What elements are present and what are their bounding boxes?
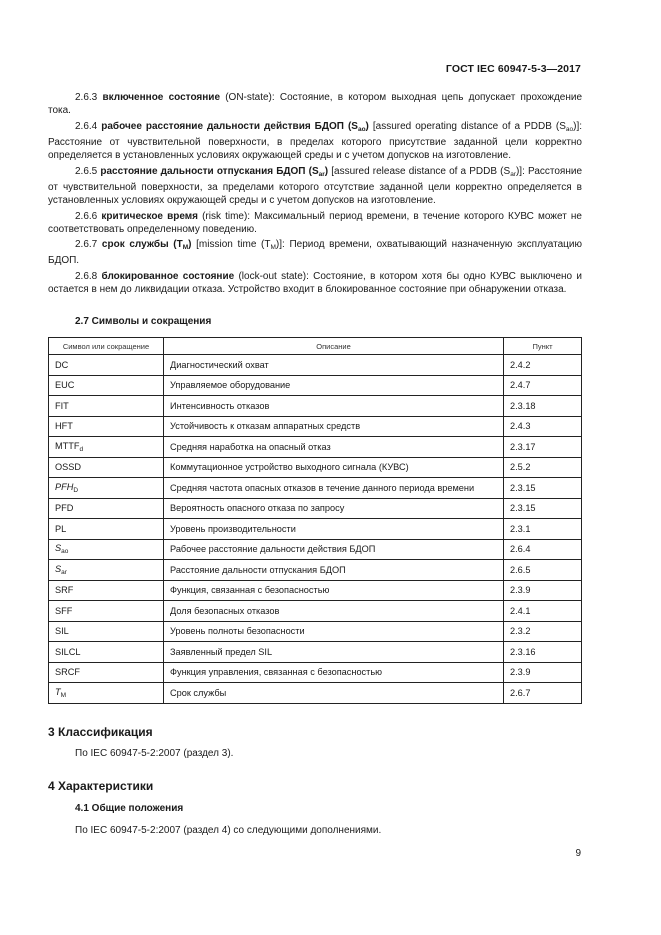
para-number: 2.6.7 (75, 239, 98, 251)
paragraph-2-6-4: 2.6.4 рабочее расстояние дальности действия БДОП $(S_{ao})$ [assured operating distance of a PDDB $(S_{ao})$]: Расстояние от чувствительной поверхности, в пределах которого присутствие заданной цели корректно определяется в установленных условиях окружающей среды и с учетом допусков на изготовление. (48, 120, 582, 161)
symbol-cell: $PFH_D$ (49, 478, 164, 499)
table-row (49, 519, 582, 540)
table-row (49, 662, 582, 683)
term-english: [assured release distance of a PDDB (S (328, 165, 511, 177)
term-english: [assured operating distance of a PDDB (S (368, 120, 566, 132)
definition: )]: Расстояние от чувствительной поверхности, в пределах которого присутствие заданной цели корректно определяется в установленных условиях окружающей среды и с учетом допусков на изготовление. (48, 120, 582, 161)
para-number: 2.6.8 (75, 271, 98, 283)
clause-cell: 2.3.9 (504, 662, 582, 683)
symbol-cell: SRF (49, 580, 164, 601)
description-cell: Функция, связанная с безопасностью (164, 580, 504, 601)
clause-cell: 2.3.16 (504, 642, 582, 663)
symbol-cell: SFF (49, 601, 164, 622)
term-english: [mission time (T (191, 239, 271, 251)
table-row (49, 437, 582, 458)
symbol-cell: SIL (49, 621, 164, 642)
description-cell: Средняя частота опасных отказов в течение данного периода времени (164, 478, 504, 499)
definition: (lock-out state): Состояние, в котором хотя бы одно КУВС выключено и остается в нем до ликвидации отказа. Устройство входит в блокированное состояние при обнаружении отказа. (48, 271, 582, 296)
paragraph-2-6-8 (48, 270, 582, 296)
clause-cell: 2.6.7 (504, 683, 582, 704)
description-cell: Средняя наработка на опасный отказ (164, 437, 504, 458)
description-cell: Заявленный предел SIL (164, 642, 504, 663)
clause-cell: 2.4.7 (504, 375, 582, 396)
description-cell: Рабочее расстояние дальности действия БДОП (164, 539, 504, 560)
symbol-cell: $S_{ao}$ (49, 539, 164, 560)
para-number: 2.6.5 (75, 165, 98, 177)
table-row (49, 375, 582, 396)
paragraph-2-6-3 (48, 91, 582, 117)
symbol-cell: SILCL (49, 642, 164, 663)
table-header-row (49, 338, 582, 355)
clause-cell: 2.4.1 (504, 601, 582, 622)
symbol-cell: HFT (49, 416, 164, 437)
definition: (ON-state): Состояние, в котором выходная цепь допускает прохождение тока. (48, 92, 583, 117)
table-row (49, 580, 582, 601)
term: критическое время (101, 210, 198, 222)
clause-cell: 2.6.4 (504, 539, 582, 560)
paragraph-2-6-7: 2.6.7 срок службы $(T_M)$ [mission time $(T_M)$]: Период времени, охватывающий назначенную эксплуатацию БДОП. (48, 239, 582, 267)
para-number: 2.6.3 (75, 92, 98, 103)
symbol-cell: $S_{ar}$ (49, 560, 164, 581)
description-cell: Уровень производительности (164, 519, 504, 540)
table-row (49, 478, 582, 499)
symbol-cell: DC (49, 355, 164, 376)
term: включенное состояние (102, 92, 221, 103)
table-row (49, 539, 582, 560)
description-cell: Расстояние дальности отпускания БДОП (164, 560, 504, 581)
symbol-cell: EUC (49, 375, 164, 396)
table-row (49, 560, 582, 581)
page-number: 9 (575, 848, 581, 859)
table-row (49, 396, 582, 417)
clause-cell: 2.5.2 (504, 457, 582, 478)
definition: )]: Период времени, охватывающий назначенную эксплуатацию БДОП. (48, 239, 582, 267)
symbol-cell: OSSD (49, 457, 164, 478)
symbol-cell: FIT (49, 396, 164, 417)
definitions-block (48, 91, 582, 299)
abbreviations-table (48, 337, 582, 704)
description-cell: Устойчивость к отказам аппаратных средств (164, 416, 504, 437)
description-cell: Управляемое оборудование (164, 375, 504, 396)
clause-cell: 2.4.3 (504, 416, 582, 437)
description-cell: Интенсивность отказов (164, 396, 504, 417)
clause-cell: 2.3.18 (504, 396, 582, 417)
header-clause: Пункт (504, 338, 582, 355)
definition: (risk time): Максимальный период времени, в течение которого КУВС может не соответствовать определенному поведению. (48, 210, 582, 235)
clause-cell: 2.3.2 (504, 621, 582, 642)
paragraph-2-6-6 (48, 210, 582, 236)
table-body (49, 355, 582, 704)
table-row (49, 457, 582, 478)
para-number: 2.6.6 (75, 210, 98, 222)
description-cell: Функция управления, связанная с безопасностью (164, 662, 504, 683)
section-3-text: По IEC 60947-5-2:2007 (раздел 3). (75, 748, 234, 759)
table-row (49, 621, 582, 642)
section-4-1-title: 4.1 Общие положения (75, 803, 184, 814)
clause-cell: 2.3.17 (504, 437, 582, 458)
term: расстояние дальности отпускания БДОП $(S_{ar})$ (100, 165, 329, 178)
description-cell: Уровень полноты безопасности (164, 621, 504, 642)
definition: )]: Расстояние от чувствительной поверхности, за пределами которого отсутствие заданной цели корректно определяется в установленных условиях окружающей среды и с учетом допусков на изготовление. (48, 165, 583, 206)
term: рабочее расстояние дальности действия БДОП $(S_{ao})$ (101, 120, 369, 133)
symbol-cell: PFD (49, 498, 164, 519)
header-description: Описание (164, 338, 504, 355)
description-cell: Вероятность опасного отказа по запросу (164, 498, 504, 519)
table-row (49, 601, 582, 622)
description-cell: Срок службы (164, 683, 504, 704)
clause-cell: 2.3.1 (504, 519, 582, 540)
table-row (49, 642, 582, 663)
clause-cell: 2.3.15 (504, 478, 582, 499)
paragraph-2-6-5: 2.6.5 расстояние дальности отпускания БДОП $(S_{ar})$ [assured release distance of a PDDB $(S_{ar})$]: Расстояние от чувствительной поверхности, за пределами которого отсутствие заданной цели корректно определяется в установленных условиях окружающей среды и с учетом допусков на изготовление. (48, 165, 583, 206)
clause-cell: 2.6.5 (504, 560, 582, 581)
symbol-cell: PL (49, 519, 164, 540)
description-cell: Коммутационное устройство выходного сигнала (КУВС) (164, 457, 504, 478)
description-cell: Доля безопасных отказов (164, 601, 504, 622)
table-row (49, 683, 582, 704)
table-row (49, 355, 582, 376)
header-symbol: Символ или сокращение (49, 338, 164, 355)
section-4-title: 4 Характеристики (48, 779, 154, 793)
description-cell: Диагностический охват (164, 355, 504, 376)
clause-cell: 2.3.15 (504, 498, 582, 519)
section-2-7-title: 2.7 Символы и сокращения (75, 316, 212, 327)
term: срок службы $(T_M)$ (101, 239, 192, 252)
symbol-cell: $MTTF_d$ (49, 437, 164, 458)
clause-cell: 2.3.9 (504, 580, 582, 601)
symbol-cell: $T_M$ (49, 683, 164, 704)
section-4-1-text: По IEC 60947-5-2:2007 (раздел 4) со следующими дополнениями. (75, 825, 382, 836)
para-number: 2.6.4 (75, 120, 98, 132)
clause-cell: 2.4.2 (504, 355, 582, 376)
document-id-header: ГОСТ IEC 60947-5-3—2017 (445, 63, 581, 75)
term: блокированное состояние (101, 271, 235, 283)
section-3-title: 3 Классификация (48, 725, 153, 739)
symbol-cell: SRCF (49, 662, 164, 683)
table-row (49, 416, 582, 437)
table-row (49, 498, 582, 519)
